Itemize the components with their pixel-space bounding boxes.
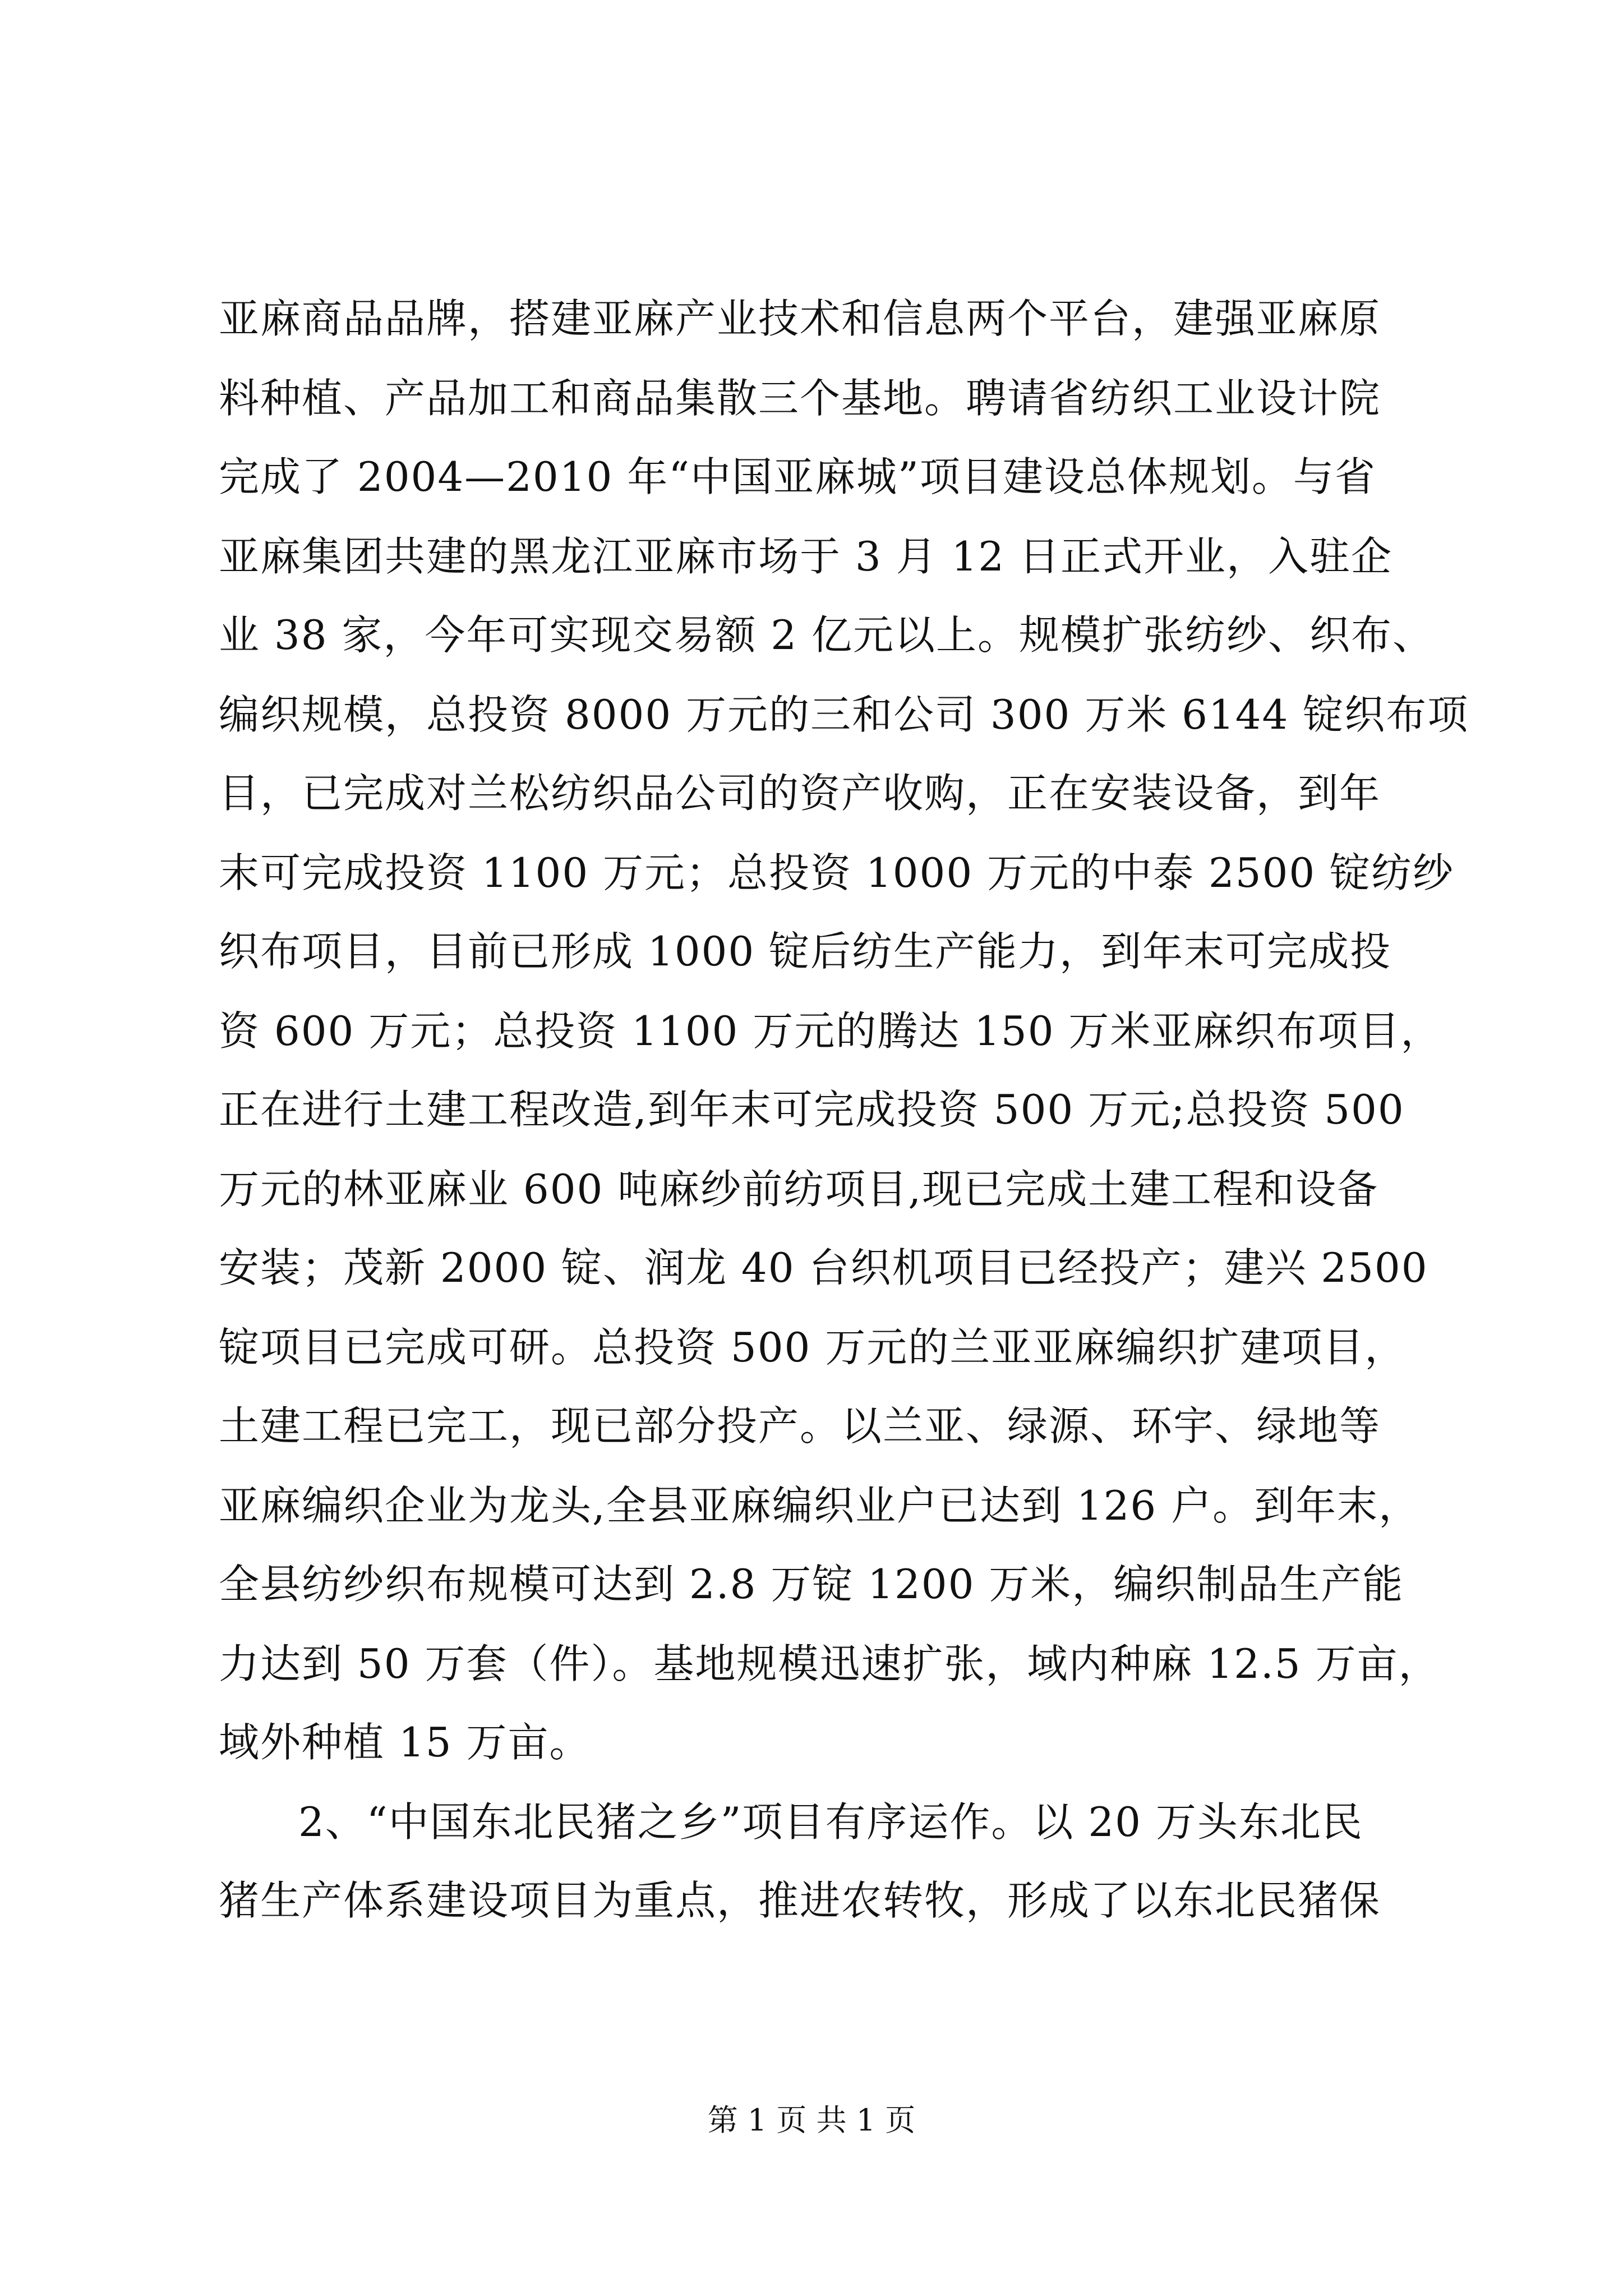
- text-line: 万元的林亚麻业 600 吨麻纱前纺项目,现已完成土建工程和设备: [219, 1166, 1379, 1213]
- text-line: 业 38 家，今年可实现交易额 2 亿元以上。规模扩张纺纱、织布、: [219, 611, 1434, 659]
- text-line: 土建工程已完工，现已部分投产。以兰亚、绿源、环宇、绿地等: [219, 1402, 1381, 1450]
- text-line: 正在进行土建工程改造,到年末可完成投资 500 万元;总投资 500: [219, 1086, 1405, 1133]
- text-line: 域外种植 15 万亩。: [219, 1719, 591, 1766]
- text-line: 料种植、产品加工和商品集散三个基地。聘请省纺织工业设计院: [219, 375, 1381, 422]
- text-line: 织布项目，目前已形成 1000 锭后纺生产能力，到年末可完成投: [219, 928, 1392, 975]
- text-line: 末可完成投资 1100 万元；总投资 1000 万元的中泰 2500 锭纺纱: [219, 849, 1455, 896]
- text-line: 亚麻集团共建的黑龙江亚麻市场于 3 月 12 日正式开业，入驻企: [219, 533, 1393, 580]
- text-line: 猪生产体系建设项目为重点，推进农转牧，形成了以东北民猪保: [219, 1877, 1381, 1924]
- text-line: 完成了 2004—2010 年“中国亚麻城”项目建设总体规划。与省: [219, 453, 1376, 500]
- text-line: 力达到 50 万套（件）。基地规模迅速扩张，域内种麻 12.5 万亩，: [219, 1640, 1440, 1687]
- text-line: 亚麻编织企业为龙头,全县亚麻编织业户已达到 126 户。到年末，: [219, 1482, 1421, 1529]
- paragraph-first-line: 2、“中国东北民猪之乡”项目有序运作。以 20 万头东北民: [298, 1798, 1363, 1846]
- text-line: 锭项目已完成可研。总投资 500 万元的兰亚亚麻编织扩建项目，: [219, 1324, 1407, 1371]
- text-line: 亚麻商品品牌，搭建亚麻产业技术和信息两个平台，建强亚麻原: [219, 295, 1381, 342]
- page-footer: 第 1 页 共 1 页: [707, 2102, 916, 2138]
- text-line: 编织规模，总投资 8000 万元的三和公司 300 万米 6144 锭织布项: [219, 691, 1469, 738]
- text-line: 目，已完成对兰松纺织品公司的资产收购，正在安装设备，到年: [219, 770, 1381, 817]
- text-line: 资 600 万元；总投资 1100 万元的腾达 150 万米亚麻织布项目，: [219, 1007, 1442, 1055]
- text-line: 安装；茂新 2000 锭、润龙 40 台织机项目已经投产；建兴 2500: [219, 1244, 1428, 1291]
- text-line: 全县纺纱织布规模可达到 2.8 万锭 1200 万米，编织制品生产能: [219, 1561, 1404, 1608]
